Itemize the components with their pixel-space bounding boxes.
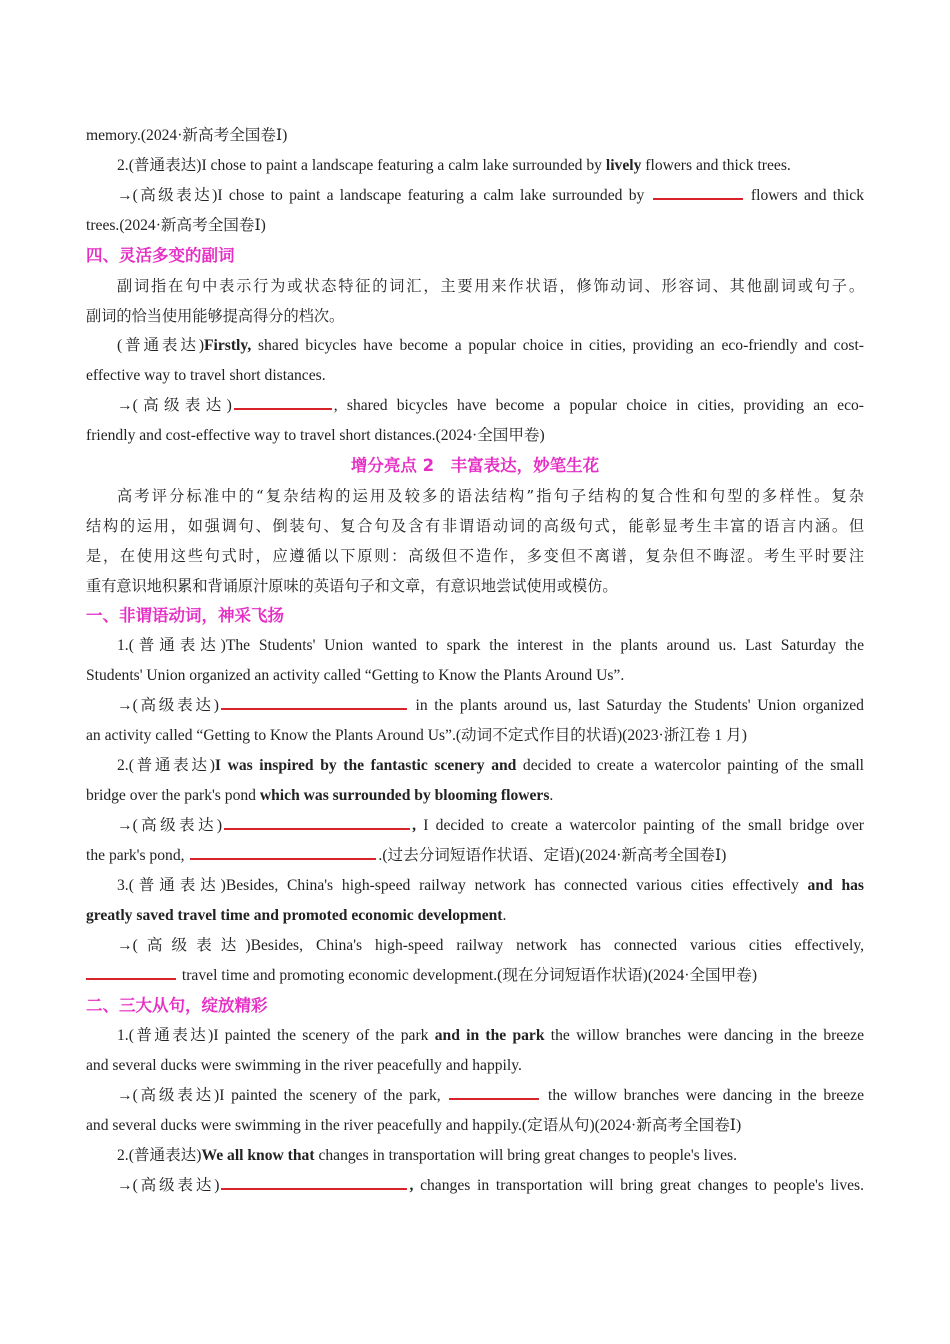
text: 3.(普通表达)Besides, China's high-speed railway network has connected various cities effectively bbox=[117, 877, 808, 894]
text: 结构的运用，如强调句、倒装句、复合句及含有非谓语动词的高级句式，能彰显考生丰富的语言内涵。但 bbox=[86, 517, 864, 535]
section-title: 增分亮点 2 丰富表达，妙笔生花 bbox=[350, 456, 600, 475]
answer-blank[interactable] bbox=[224, 827, 410, 830]
bold-text: and in the park bbox=[434, 1027, 545, 1044]
bold-text: and has bbox=[807, 877, 864, 894]
answer-blank[interactable] bbox=[653, 197, 743, 200]
paragraph-line bbox=[86, 301, 864, 331]
answer-line bbox=[86, 691, 864, 721]
text-line bbox=[86, 211, 864, 241]
bold-text: , bbox=[412, 817, 416, 834]
section-heading: 一、非谓语动词，神采飞扬 bbox=[86, 606, 284, 625]
text: →(高级表达) bbox=[117, 1177, 220, 1194]
text: I decided to create a watercolor painting of the small bridge over bbox=[415, 817, 864, 834]
text-line bbox=[86, 121, 864, 151]
text: 1.(普通表达)I painted the scenery of the park bbox=[117, 1027, 435, 1044]
text: (普通表达) bbox=[117, 337, 205, 354]
text: and several ducks were swimming in the river peacefully and happily.(定语从句)(2024·新高考全国卷Ⅰ) bbox=[86, 1117, 742, 1134]
text: 1.(普通表达)The Students' Union wanted to spark the interest in the plants around us. Last Saturday the bbox=[117, 637, 864, 654]
answer-line bbox=[86, 811, 864, 841]
text: 2.(普通表达) bbox=[117, 1147, 202, 1164]
text: flowers and thick trees. bbox=[641, 157, 791, 174]
text: 重有意识地积累和背诵原汁原味的英语句子和文章，有意识地尝试使用或模仿。 bbox=[86, 577, 618, 595]
text: . bbox=[549, 787, 554, 804]
answer-line bbox=[86, 1081, 864, 1111]
bold-text: lively bbox=[605, 157, 642, 174]
text: 副词的恰当使用能够提高得分的档次。 bbox=[86, 307, 345, 325]
answer-line bbox=[86, 181, 864, 211]
text: the park's pond, bbox=[86, 847, 189, 864]
text: in the plants around us, last Saturday the Students' Union organized bbox=[408, 697, 864, 714]
text-line bbox=[86, 841, 864, 871]
example-line bbox=[86, 751, 864, 781]
paragraph-line bbox=[86, 271, 864, 301]
text-line bbox=[86, 961, 864, 991]
text-line bbox=[86, 721, 864, 751]
bold-text: , bbox=[409, 1177, 414, 1194]
example-line bbox=[86, 331, 864, 361]
text: an activity called “Getting to Know the Plants Around Us”.(动词不定式作目的状语)(2023·浙江卷 1 月) bbox=[86, 727, 747, 744]
answer-blank[interactable] bbox=[221, 707, 407, 710]
answer-blank[interactable] bbox=[190, 857, 376, 860]
paragraph-line bbox=[86, 571, 864, 601]
example-line bbox=[86, 1021, 864, 1051]
text: Students' Union organized an activity called “Getting to Know the Plants Around Us”. bbox=[86, 667, 625, 684]
text: effective way to travel short distances. bbox=[86, 367, 326, 384]
text-line bbox=[86, 1051, 864, 1081]
text: friendly and cost-effective way to travel short distances.(2024·全国甲卷) bbox=[86, 427, 545, 444]
text: and several ducks were swimming in the river peacefully and happily. bbox=[86, 1057, 522, 1074]
example-line bbox=[86, 871, 864, 901]
text-line bbox=[86, 421, 864, 451]
answer-blank[interactable] bbox=[234, 407, 332, 410]
text: →(高级表达) bbox=[117, 697, 219, 714]
text: the willow branches were dancing in the breeze bbox=[541, 1087, 864, 1104]
text: →(高级表达) bbox=[117, 397, 232, 414]
bold-text: We all know that bbox=[201, 1147, 315, 1164]
text: →(高级表达)I chose to paint a landscape featuring a calm lake surrounded by bbox=[117, 187, 651, 204]
text: . bbox=[502, 907, 507, 924]
paragraph-line bbox=[86, 541, 864, 571]
bold-text: I was inspired by the fantastic scenery and bbox=[214, 757, 517, 774]
answer-blank[interactable] bbox=[221, 1187, 407, 1190]
text: →(高级表达)Besides, China's high-speed railway network has connected various cities effectively, bbox=[117, 937, 864, 954]
example-line bbox=[86, 1141, 864, 1171]
text: changes in transportation will bring great changes to people's lives. bbox=[314, 1147, 737, 1164]
text-line bbox=[86, 781, 864, 811]
text: the willow branches were dancing in the breeze bbox=[544, 1027, 864, 1044]
example-line bbox=[86, 151, 864, 181]
text: , shared bicycles have become a popular choice in cities, providing an eco- bbox=[333, 397, 864, 414]
text: →(高级表达) bbox=[117, 817, 223, 834]
paragraph-line bbox=[86, 511, 864, 541]
text: shared bicycles have become a popular choice in cities, providing an eco-friendly and cost- bbox=[251, 337, 864, 354]
answer-line bbox=[86, 931, 864, 961]
text: changes in transportation will bring great changes to people's lives. bbox=[413, 1177, 865, 1194]
text: decided to create a watercolor painting of the small bbox=[516, 757, 864, 774]
text-line bbox=[86, 1111, 864, 1141]
text: 2.(普通表达)I chose to paint a landscape featuring a calm lake surrounded by bbox=[117, 157, 606, 174]
section-heading: 四、灵活多变的副词 bbox=[86, 246, 235, 265]
paragraph-line bbox=[86, 481, 864, 511]
text: .(过去分词短语作状语、定语)(2024·新高考全国卷Ⅰ) bbox=[378, 847, 727, 864]
answer-blank[interactable] bbox=[86, 977, 176, 980]
section-heading: 二、三大从句，绽放精彩 bbox=[86, 996, 268, 1015]
text: 高考评分标准中的“复杂结构的运用及较多的语法结构”指句子结构的复合性和句型的多样性。复杂 bbox=[117, 487, 864, 505]
text-line bbox=[86, 661, 864, 691]
text: →(高级表达)I painted the scenery of the park, bbox=[117, 1087, 448, 1104]
bold-text: greatly saved travel time and promoted economic development bbox=[86, 907, 503, 924]
text-line bbox=[86, 901, 864, 931]
example-line bbox=[86, 631, 864, 661]
text: 副词指在句中表示行为或状态特征的词汇，主要用来作状语，修饰动词、形容词、其他副词或句子。 bbox=[117, 277, 864, 295]
bold-text: which was surrounded by blooming flowers bbox=[259, 787, 550, 804]
answer-blank[interactable] bbox=[449, 1097, 539, 1100]
text: trees.(2024·新高考全国卷Ⅰ) bbox=[86, 217, 266, 234]
text: 2.(普通表达) bbox=[117, 757, 215, 774]
text: bridge over the park's pond bbox=[86, 787, 260, 804]
text: memory.(2024·新高考全国卷Ⅰ) bbox=[86, 127, 288, 144]
answer-line bbox=[86, 391, 864, 421]
text: 是，在使用这些句式时，应遵循以下原则：高级但不造作，多变但不离谱，复杂但不晦涩。考生平时要注 bbox=[86, 547, 864, 565]
text: flowers and thick bbox=[744, 187, 864, 204]
bold-text: Firstly, bbox=[204, 337, 252, 354]
answer-line bbox=[86, 1171, 864, 1201]
document-page bbox=[86, 121, 864, 1201]
text: travel time and promoting economic development.(现在分词短语作状语)(2024·全国甲卷) bbox=[178, 967, 758, 984]
text-line bbox=[86, 361, 864, 391]
